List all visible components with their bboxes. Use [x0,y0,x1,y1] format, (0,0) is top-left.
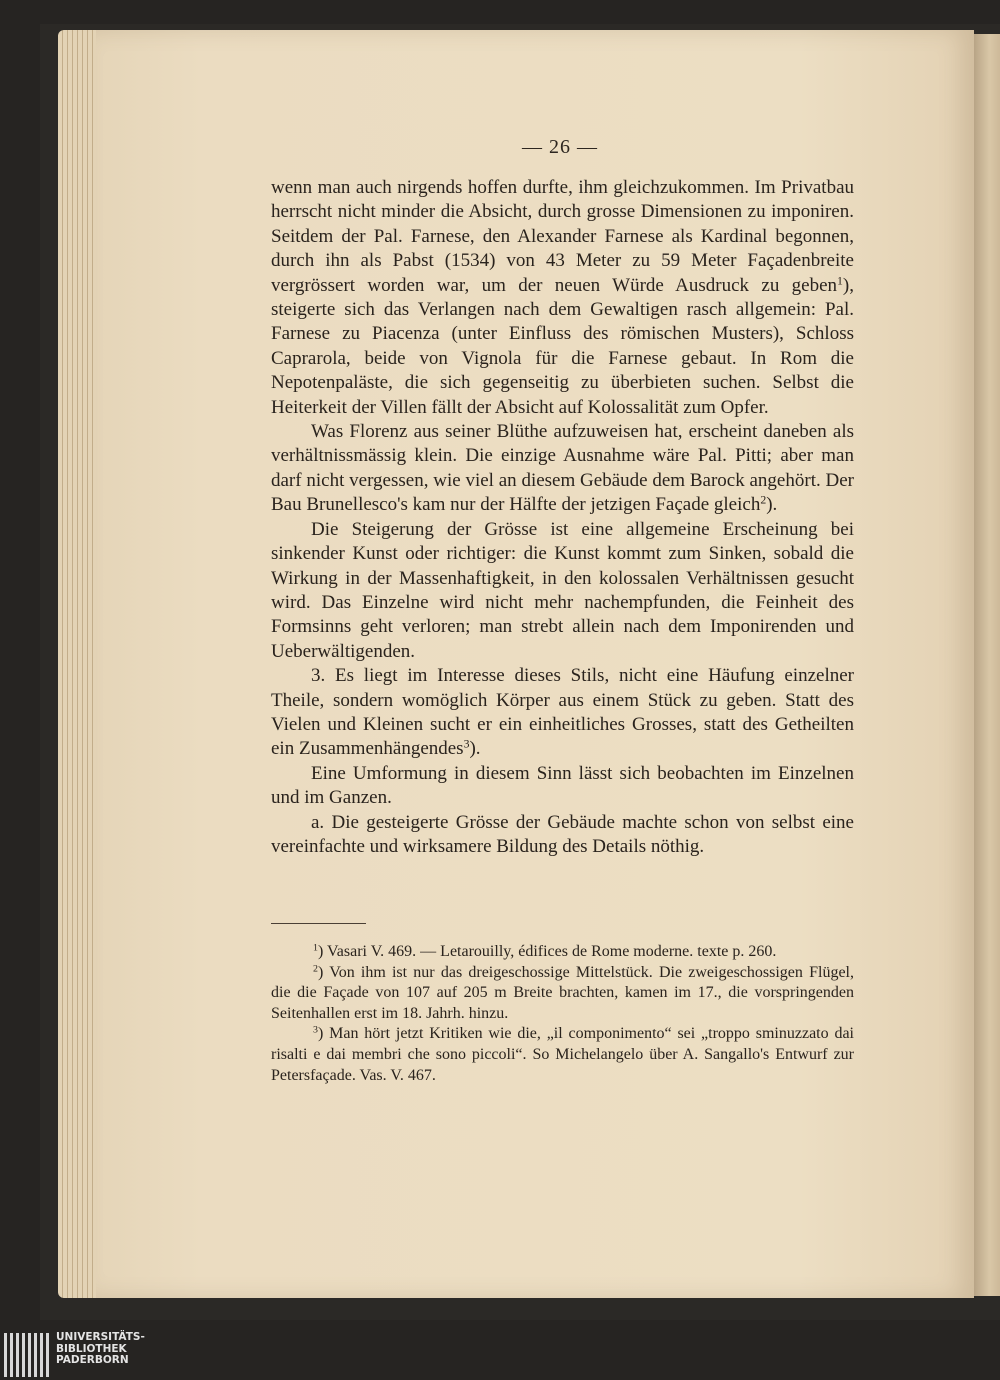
footnote [271,963,854,1025]
logo-line: BIBLIOTHEK [56,1342,127,1355]
footnote [271,942,854,963]
paragraph [271,176,854,420]
logo-line: PADERBORN [56,1354,129,1366]
text-run: a. Die gesteigerte Grösse der Gebäude machte schon von selbst eine vereinfachte und wirksamere Bildung des Details nöthig. [271,811,854,857]
footnote [271,1024,854,1086]
body-text [271,176,854,859]
next-page-edge [974,34,1000,1296]
text-run: wenn man auch nirgends hoffen durfte, ihm gleichzukommen. Im Privatbau herrscht nicht minder die Absicht, durch grosse Dimensionen zu imponiren. Seitdem der Pal. Farnese, den Alexander Farnese als Kardinal begonnen, durch ihn als Pabst (1534) von 43 Meter zu 59 Meter Façadenbreite vergrössert worden war, um der neuen Würde Ausdruck zu geben [271,177,854,296]
text-run: ). [766,494,778,516]
page-number: — 26 — [522,136,598,158]
footnote-marker: 3 [463,737,470,751]
footnote-marker: 3 [313,1024,318,1036]
text-run: ). [469,738,481,760]
text-run: 3. Es liegt im Interesse dieses Stils, nicht eine Häufung einzelner Theile, sondern womöglich Körper aus einem Stück zu geben. Statt des Vielen und Kleinen sucht er ein einheitliches Grosses, statt des Getheilten ein Zusammenhängendes [271,665,854,760]
footnote-marker: 2 [313,963,318,975]
paragraph [271,762,854,811]
logo-line: UNIVERSITÄTS- [56,1331,145,1343]
footnote-rule [271,923,366,924]
text-run: ), steigerte sich das Verlangen nach dem Gewaltigen rasch allgemein: Pal. Farnese zu Piacenza (unter Einfluss des römischen Musters), Schloss Caprarola, beide von Vignola für die Farnese gebaut. In Rom die Nepotenpaläste, die sich gegenseitig zu überbieten suchen. Selbst die Heiterkeit der Villen fällt der Absicht auf Kolossalität zum Opfer. [271,274,854,418]
paragraph [271,420,854,518]
text-run: Was Florenz aus seiner Blüthe aufzuweisen hat, erscheint daneben als verhältnissmässig klein. Die einzige Ausnahme wäre Pal. Pitti; aber man darf nicht vergessen, wie viel an diesem Gebäude dem Barock angehört. Der Bau Brunellesco's kam nur der Hälfte der jetzigen Façade gleich [271,421,854,516]
text-run: ) Man hört jetzt Kritiken wie die, „il componimento“ sei „troppo sminuzzato dai risalti e dai membri che sono piccoli“. So Michelangelo über A. Sangallo's Entwurf zur Petersfaçade. Vas. V. 467. [271,1025,854,1084]
library-logo [0,1330,150,1380]
paragraph [271,664,854,762]
paragraph [271,811,854,860]
text-run: ) Von ihm ist nur das dreigeschossige Mittelstück. Die zweigeschossigen Flügel, die die Façade von 107 auf 205 m Breite brachten, kamen im 17., die vorspringenden Seitenhallen erst im 18. Jahrh. hinzu. [271,963,854,1022]
text-run: ) Vasari V. 469. — Letarouilly, édifices de Rome moderne. texte p. 260. [317,943,777,960]
footnote-marker: 1 [837,274,843,288]
footnotes [271,942,854,1086]
footnote-marker: 2 [760,493,767,507]
footnote-marker: 1 [313,942,318,954]
logo-bars-icon [4,1333,50,1377]
logo-text [56,1332,145,1367]
paragraph [271,518,854,664]
text-run: Die Steigerung der Grösse ist eine allgemeine Erscheinung bei sinkender Kunst oder richtiger: die Kunst kommt zum Sinken, sobald die Wirkung in der Massenhaftigkeit, in den kolossalen Verhältnissen gesucht wird. Das Einzelne wird nicht mehr nachempfunden, die Feinheit des Formsinns geht verloren; man strebt allein nach dem Imponirenden und Ueberwältigenden. [271,518,854,662]
text-run: Eine Umformung in diesem Sinn lässt sich beobachten im Einzelnen und im Ganzen. [271,762,854,809]
